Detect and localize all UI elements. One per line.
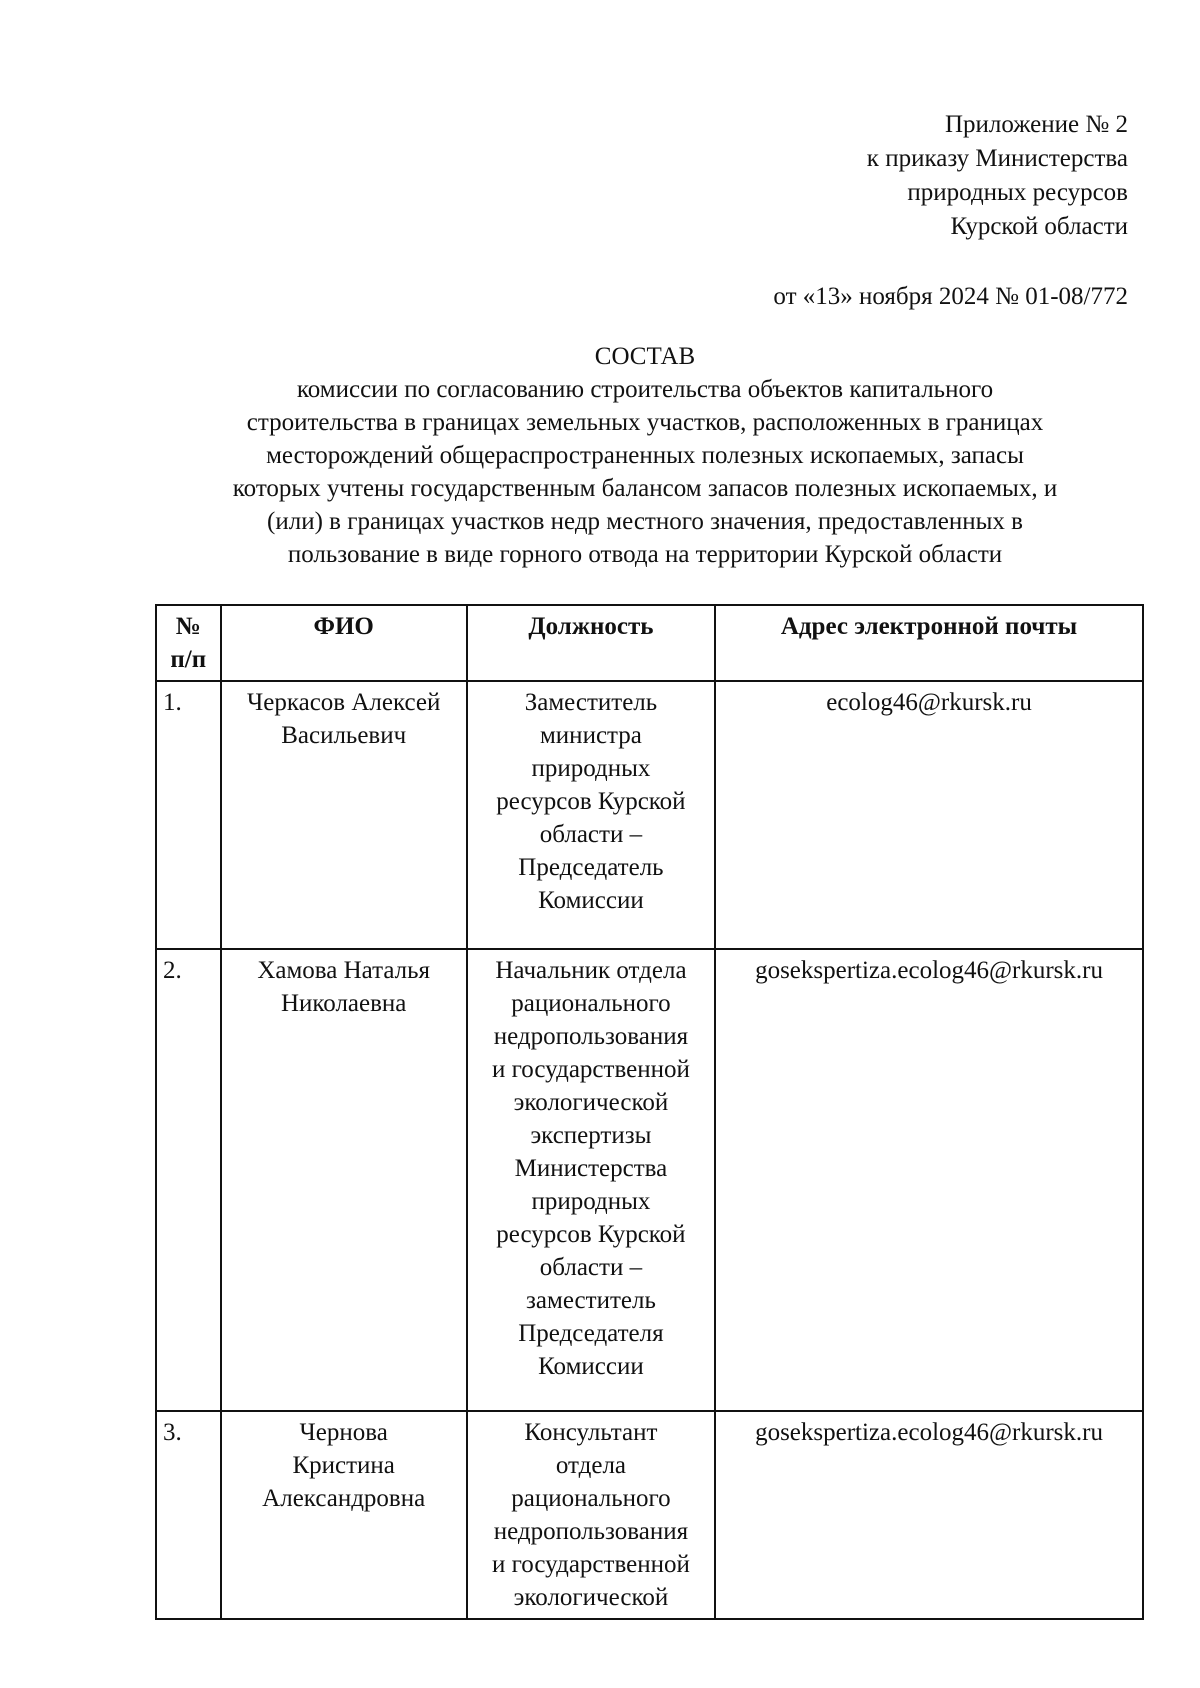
title-line-2: строительства в границах земельных участков, расположенных в границах [246, 409, 1044, 436]
header-number: № п/п [156, 605, 221, 681]
row-fio: Черкасов Алексей Васильевич [221, 681, 467, 949]
header-position: Должность [467, 605, 715, 681]
title-line-5: (или) в границах участков недр местного значения, предоставленных в [267, 508, 1023, 535]
appendix-order-ref: к приказу Министерства [866, 145, 1128, 172]
row-position: Консультант отдела рационального недропользования и государственной экологической [467, 1411, 715, 1619]
title-line-4: которых учтены государственным балансом запасов полезных ископаемых, и [232, 475, 1058, 502]
title-line-6: пользование в виде горного отвода на территории Курской области [287, 541, 1003, 568]
row-email: ecolog46@rkursk.ru [715, 681, 1143, 949]
row-number: 3. [156, 1411, 221, 1619]
table-row [156, 681, 1143, 949]
row-email: gosekspertiza.ecolog46@rkursk.ru [715, 1411, 1143, 1619]
header-email: Адрес электронной почты [715, 605, 1143, 681]
appendix-block [867, 108, 1128, 244]
row-position: Заместитель министра природных ресурсов Курской области – Председатель Комиссии [467, 681, 715, 949]
row-email: gosekspertiza.ecolog46@rkursk.ru [715, 949, 1143, 1411]
appendix-region: Курской области [950, 213, 1128, 240]
row-number: 2. [156, 949, 221, 1411]
row-position: Начальник отдела рационального недропользования и государственной экологической экспертизы Министерства природных ресурсов Курской области – заместитель Председателя Комиссии [467, 949, 715, 1411]
row-fio: Чернова Кристина Александровна [221, 1411, 467, 1619]
appendix-number: Приложение № 2 [944, 111, 1128, 138]
title-heading: СОСТАВ [594, 343, 696, 370]
commission-table [155, 604, 1144, 1620]
appendix-ministry: природных ресурсов [907, 179, 1128, 206]
row-fio: Хамова Наталья Николаевна [221, 949, 467, 1411]
row-number: 1. [156, 681, 221, 949]
order-date: от «13» ноября 2024 № 01-08/772 [773, 283, 1128, 310]
table-row [156, 949, 1143, 1411]
table-header-row [156, 605, 1143, 681]
header-fio: ФИО [221, 605, 467, 681]
document-title [150, 340, 1140, 571]
title-line-3: месторождений общераспространенных полезных ископаемых, запасы [266, 442, 1024, 469]
table-row [156, 1411, 1143, 1619]
title-line-1: комиссии по согласованию строительства объектов капитального [296, 376, 994, 403]
